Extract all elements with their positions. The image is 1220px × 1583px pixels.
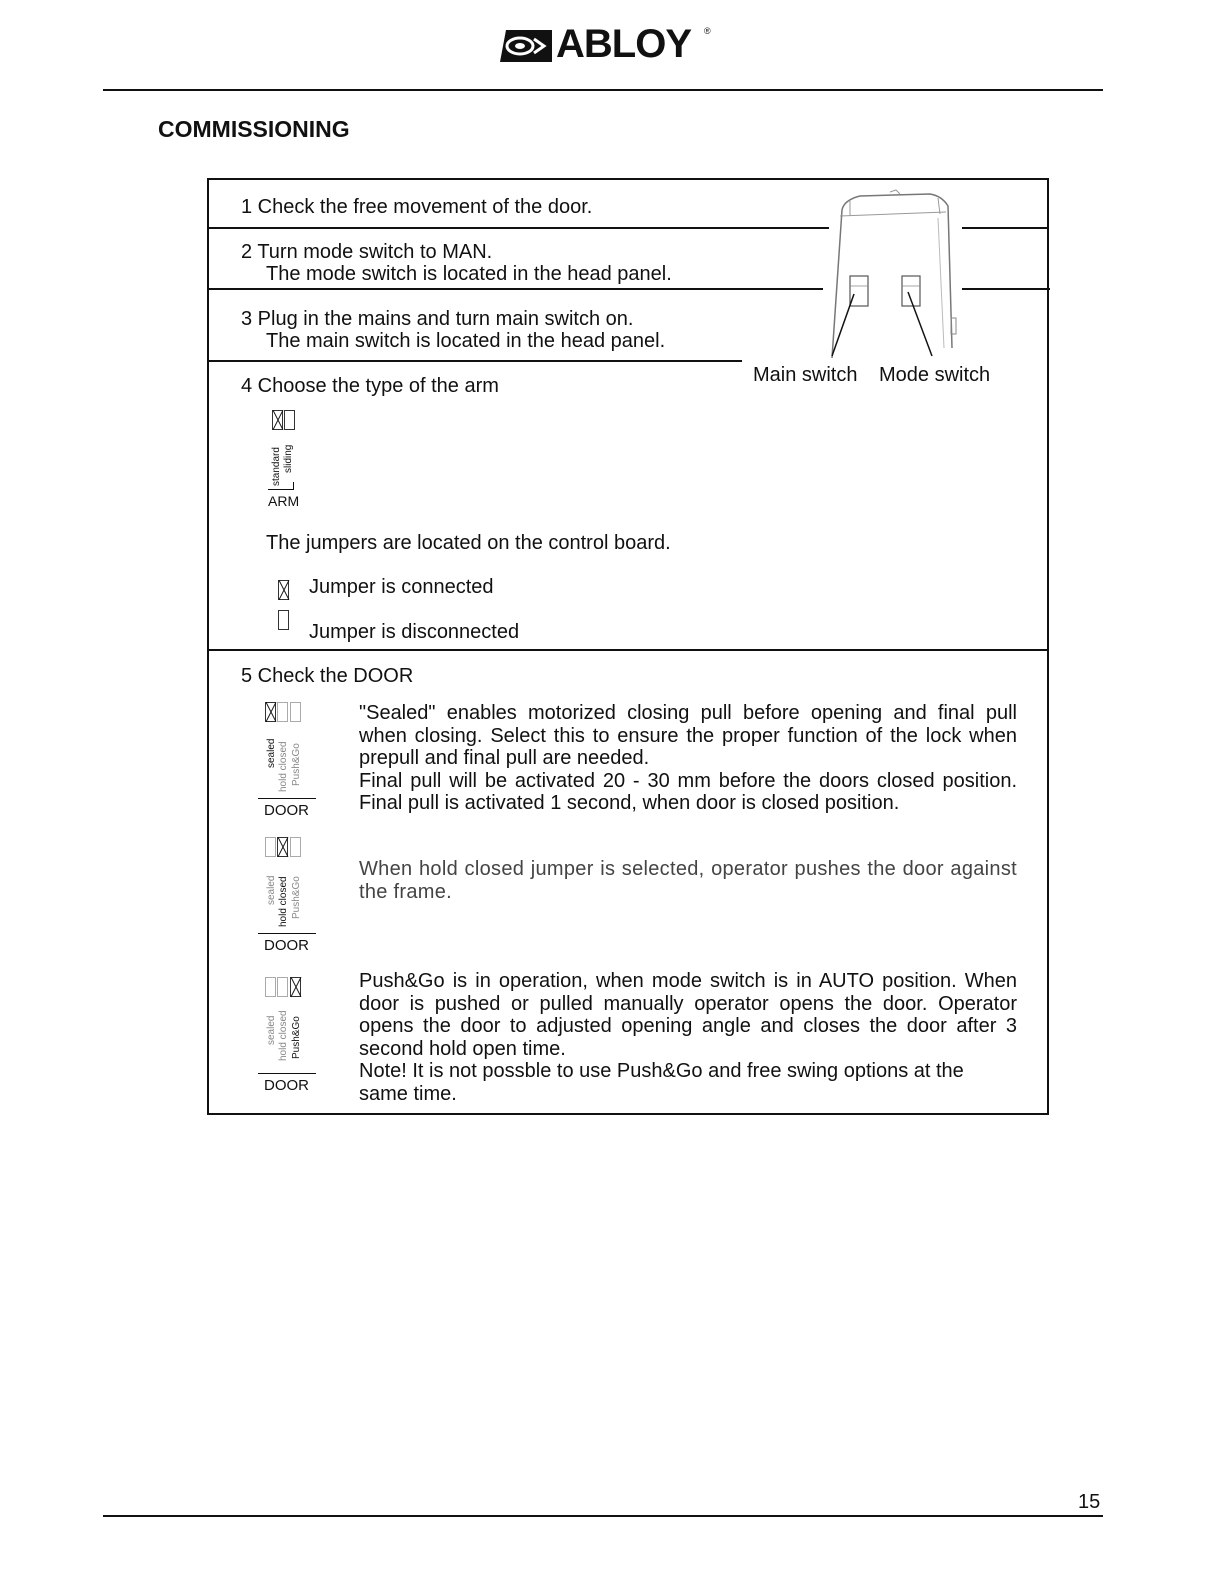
operator-head-panel-illustration (820, 188, 960, 363)
step-4: 4 Choose the type of the arm (241, 375, 499, 397)
door-jumper-hold-closed (277, 702, 288, 722)
arm-jumper-block (268, 410, 318, 510)
label-push-go: Push&Go (291, 876, 302, 919)
step-3: 3 Plug in the mains and turn main switch on. (241, 308, 634, 330)
label-hold-closed: hold closed (278, 1010, 289, 1061)
door-caption: DOOR (264, 802, 309, 819)
step-2-text: 2 Turn mode switch to (241, 241, 443, 263)
step-2-detail: The mode switch is located in the head panel. (266, 263, 672, 285)
abloy-logo (498, 24, 728, 68)
sealed-description: "Sealed" enables motorized closing pull before opening and final pull when closing. Select this to ensure the proper function of the lock when prepull and final pull are needed. Final pull will be activated 20 - 30 mm before the doors closed position. Final pull is activated 1 second, when door is closed position. (359, 702, 1017, 814)
step-divider-2-right (962, 288, 1050, 290)
label-push-go: Push&Go (291, 1016, 302, 1059)
legend-jumper-connected-icon (278, 580, 289, 602)
legend-jumper-connected: Jumper is connected (309, 576, 494, 598)
door-jumper-push-go (290, 702, 301, 722)
main-switch-shape (850, 276, 868, 306)
page-number: 15 (1078, 1491, 1101, 1513)
label-sealed: sealed (266, 875, 277, 905)
step-3-detail: The main switch is located in the head panel. (266, 330, 666, 352)
label-push-go: Push&Go (291, 743, 302, 786)
arm-caption: ARM (268, 493, 300, 509)
page-title: COMMISSIONING (158, 116, 350, 142)
door-caption: DOOR (264, 1077, 309, 1094)
step-divider-3 (207, 360, 742, 362)
man-setting: MAN (442, 241, 487, 263)
step-2: 2 Turn mode switch to MAN. (241, 241, 493, 263)
jumpers-location-note: The jumpers are located on the control board. (266, 532, 671, 554)
legend-jumper-disconnected: Jumper is disconnected (309, 621, 520, 643)
brand-name: ABLOY (556, 22, 691, 66)
label-sealed: sealed (266, 738, 277, 768)
hold-closed-description: When hold closed jumper is selected, operator pushes the door against the frame. (359, 858, 1017, 903)
arm-jumper-standard (272, 410, 283, 430)
header-rule (103, 89, 1103, 91)
mode-switch-label: Mode switch (879, 364, 991, 386)
step-divider-4 (207, 649, 1049, 651)
label-hold-closed: hold closed (278, 741, 289, 792)
door-jumper-hold-closed-block (262, 837, 322, 957)
footer-rule (103, 1515, 1103, 1517)
arm-label-standard: standard (271, 447, 282, 486)
registered-mark: ® (704, 26, 711, 36)
arm-jumper-sliding (284, 410, 295, 430)
door-jumper-push-go-block (262, 977, 322, 1097)
step-5: 5 Check the DOOR (241, 665, 414, 687)
label-sealed: sealed (266, 1015, 277, 1045)
main-switch-label: Main switch (753, 364, 858, 386)
push-go-description: Push&Go is in operation, when mode switch is in AUTO position. When door is pushed or pulled manually operator opens the door. Operator opens the door to adjusted opening angle and closes the door after 3 second hold open time. Note! It is not possble to use Push&Go and free swing options at the same time. (359, 970, 1017, 1105)
door-jumper-sealed (265, 702, 276, 722)
door-jumper-sealed-block (262, 702, 322, 822)
abloy-key-icon (498, 26, 554, 66)
arm-label-sliding: sliding (283, 444, 294, 473)
label-hold-closed: hold closed (278, 876, 289, 927)
legend-jumper-disconnected-icon (278, 610, 289, 632)
step-divider-1-right (962, 227, 1048, 229)
step-divider-2 (207, 288, 823, 290)
door-caption: DOOR (264, 937, 309, 954)
step-divider-1 (207, 227, 829, 229)
step-1: 1 Check the free movement of the door. (241, 196, 593, 218)
